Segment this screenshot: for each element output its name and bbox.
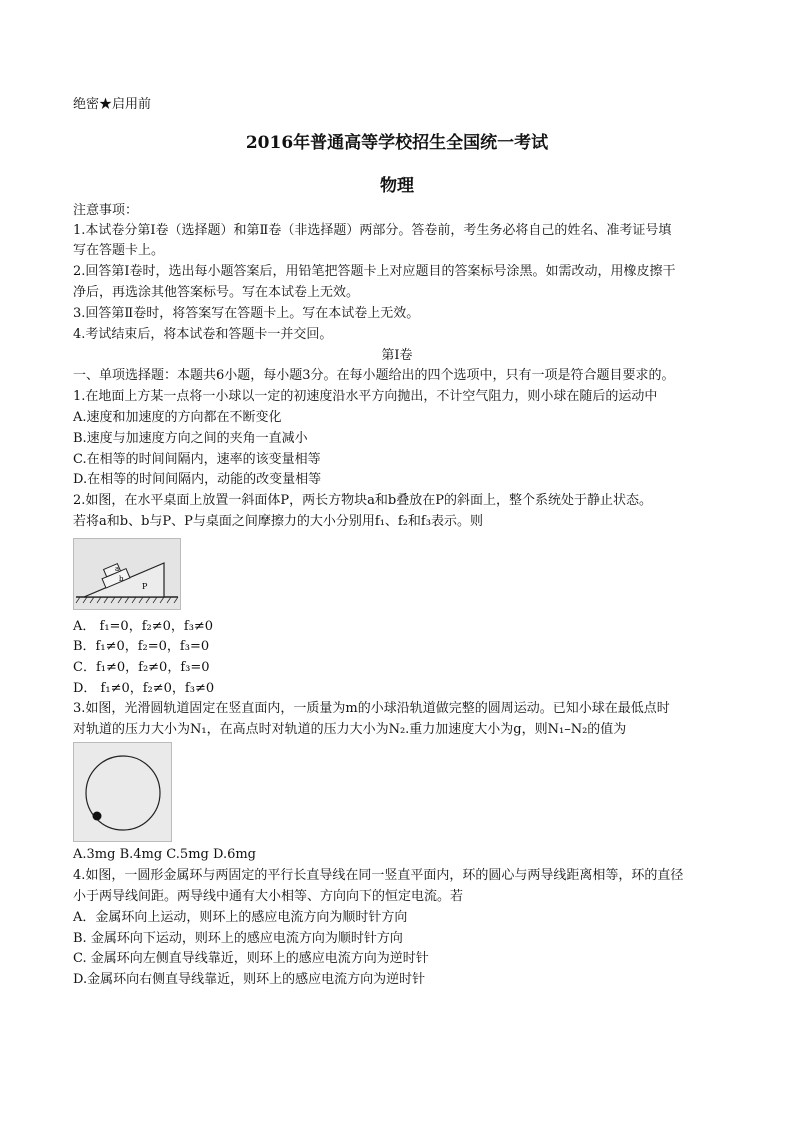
question-2-stem: 2.如图，在水平桌面上放置一斜面体P，两长方物块a和b叠放在P的斜面上，整个系统处于静止状态。 xyxy=(73,493,652,508)
label-b: b xyxy=(119,575,124,583)
question-4-stem: 4.如图，一圆形金属环与两固定的平行长直导线在同一竖直平面内，环的圆心与两导线距离相等，环的直径 xyxy=(73,868,684,883)
question-4-stem: 小于两导线间距。两导线中通有大小相等、方向向下的恒定电流。若 xyxy=(73,889,464,904)
question-1-option-a: A.速度和加速度的方向都在不断变化 xyxy=(73,410,282,425)
notice-line: 净后，再选涂其他答案标号。写在本试卷上无效。 xyxy=(73,285,360,300)
question-4-option-c: C. 金属环向左侧直导线靠近，则环上的感应电流方向为逆时针 xyxy=(73,951,429,966)
notice-line: 2.回答第Ⅰ卷时，选出每小题答案后，用铅笔把答题卡上对应题目的答案标号涂黑。如需改动，用橡皮擦干 xyxy=(73,264,676,279)
question-2-option-a: A． f₁=0，f₂≠0，f₃≠0 xyxy=(73,619,214,634)
question-4-option-b: B. 金属环向下运动，则环上的感应电流方向为顺时针方向 xyxy=(73,931,403,946)
notice-line: 4.考试结束后，将本试卷和答题卡一并交回。 xyxy=(73,327,333,342)
confidential-mark: 绝密★启用前 xyxy=(73,97,152,112)
incline-figure xyxy=(73,538,181,610)
notice-line: 1.本试卷分第Ⅰ卷（选择题）和第Ⅱ卷（非选择题）两部分。答卷前，考生务必将自己的姓名、准考证号填 xyxy=(73,223,672,238)
question-1-option-d: D.在相等的时间间隔内，动能的改变量相等 xyxy=(73,472,322,487)
question-3-options: A.3mg B.4mg C.5mg D.6mg xyxy=(73,847,256,862)
question-4-option-d: D.金属环向右侧直导线靠近，则环上的感应电流方向为逆时针 xyxy=(73,972,426,987)
question-3-stem: 3.如图，光滑圆轨道固定在竖直面内，一质量为m的小球沿轨道做完整的圆周运动。已知小球在最低点时 xyxy=(73,701,670,716)
notice-line: 3.回答第Ⅱ卷时，将答案写在答题卡上。写在本试卷上无效。 xyxy=(73,306,420,321)
part1-title: 第Ⅰ卷 xyxy=(381,348,413,363)
exam-title: 2016年普通高等学校招生全国统一考试 xyxy=(245,133,549,153)
question-1-option-c: C.在相等的时间间隔内，速率的该变量相等 xyxy=(73,452,321,467)
question-2-stem: 若将a和b、b与P、P与桌面之间摩擦力的大小分别用f₁、f₂和f₃表示。则 xyxy=(73,514,483,529)
question-3-stem: 对轨道的压力大小为N₁，在高点时对轨道的压力大小为N₂.重力加速度大小为g，则N₁–N₂的值为 xyxy=(73,722,627,737)
question-1-option-b: B.速度与加速度方向之间的夹角一直减小 xyxy=(73,431,308,446)
question-2-option-c: C．f₁≠0，f₂≠0，f₃=0 xyxy=(73,660,210,675)
ball xyxy=(93,812,102,821)
label-p: P xyxy=(142,582,148,591)
circle-track-figure xyxy=(73,742,172,842)
notice-line: 写在答题卡上。 xyxy=(73,243,165,258)
question-1-stem: 1.在地面上方某一点将一小球以一定的初速度沿水平方向抛出，不计空气阻力，则小球在随后的运动中 xyxy=(73,389,658,404)
ground-hatch xyxy=(76,597,178,603)
question-4-option-a: A．金属环向上运动，则环上的感应电流方向为顺时针方向 xyxy=(73,910,408,925)
exam-subject: 物理 xyxy=(380,176,414,196)
circle-track-diagram xyxy=(74,743,171,841)
label-a: a xyxy=(115,565,120,573)
section-instructions: 一、单项选择题：本题共6小题，每小题3分。在每小题给出的四个选项中，只有一项是符合题目要求的。 xyxy=(73,368,675,383)
incline-diagram xyxy=(74,539,180,609)
notice-heading: 注意事项： xyxy=(73,203,139,218)
question-2-option-b: B．f₁≠0，f₂=0，f₃=0 xyxy=(73,639,210,654)
question-2-option-d: D． f₁≠0，f₂≠0，f₃≠0 xyxy=(73,681,215,696)
